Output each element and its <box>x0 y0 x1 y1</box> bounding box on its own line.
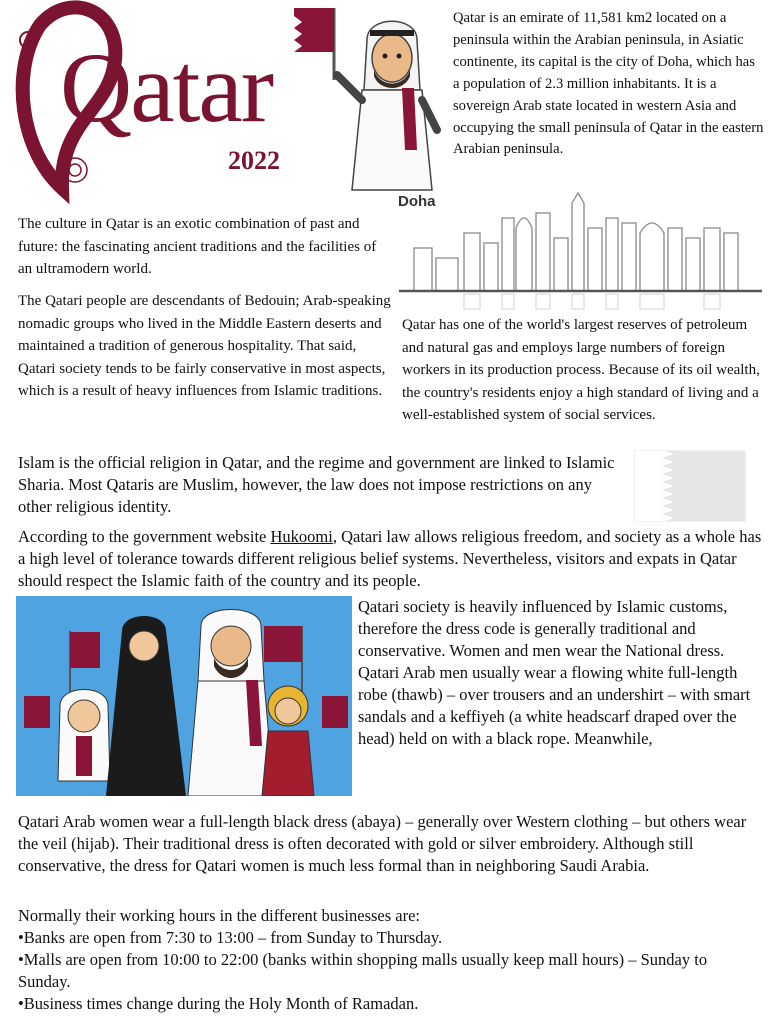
qatari-family-illustration <box>16 596 352 796</box>
women-dress-paragraph: Qatari Arab women wear a full-length black dress (abaya) – generally over Western clothing – but others wear the veil (hijab). Their traditional dress is often decorated with gold or silver embroidery. Although still conservative, the dress for Qatari women is much less formal than in neighboring Saudi Arabia. <box>18 812 747 875</box>
hukoomi-link[interactable]: Hukoomi <box>270 527 333 546</box>
religion-paragraph: Islam is the official religion in Qatar, and the regime and government are linked to Islamic Sharia. Most Qataris are Muslim, however, the law does not impose restrictions on any other religious identity. <box>18 453 615 516</box>
skyline-city-label: Doha <box>398 193 436 210</box>
culture-paragraph: The culture in Qatar is an exotic combination of past and future: the fascinating ancient traditions and the facilities of an ultramodern world. <box>18 216 377 277</box>
economy-paragraph: Qatar has one of the world's largest reserves of petroleum and natural gas and employs large numbers of foreign workers in its production process. Because of its oil wealth, the country's residents enjoy a high standard of living and a well-established system of social services. <box>402 317 760 423</box>
dress-code-paragraph: Qatari society is heavily influenced by Islamic customs, therefore the dress code is generally traditional and conservative. Women and men wear the National dress. Qatari Arab men usually wear a flowing white full-length robe (thawb) – over trousers and an undershirt – with smart sandals and a keffiyeh (a white headscarf draped over the head) held on with a black rope. Meanwhile, <box>358 597 751 748</box>
qatar-2022-logo <box>0 0 300 210</box>
list-item: •Business times change during the Holy Month of Ramadan. <box>18 994 419 1013</box>
doha-skyline-illustration <box>394 188 766 313</box>
religious-freedom-text-start: According to the government website <box>18 527 271 546</box>
logo-title: Qatar <box>60 32 273 143</box>
list-item: •Malls are open from 10:00 to 22:00 (banks within shopping malls usually keep mall hours) – Sunday to Sunday. <box>18 950 708 991</box>
list-item: •Banks are open from 7:30 to 13:00 – from Sunday to Thursday. <box>18 928 443 947</box>
people-paragraph: The Qatari people are descendants of Bedouin; Arab-speaking nomadic groups who lived in the Middle Eastern deserts and maintained a tradition of generous hospitality. That said, Qatari society tends to be fairly conservative in most aspects, which is a result of heavy influences from Islamic traditions. <box>18 293 391 399</box>
intro-paragraph: Qatar is an emirate of 11,581 km2 located on a peninsula within the Arabian peninsula, in Asiatic continente, its capital is the city of Doha, which has a population of 2.3 million inhabitants. It is a sovereign Arab state located in western Asia and occupying the small peninsula of Qatar in the eastern Arabian peninsula. <box>453 10 764 158</box>
religious-freedom-paragraph <box>18 526 763 592</box>
working-hours-list <box>18 927 763 1015</box>
logo-year: 2022 <box>228 146 280 175</box>
working-hours-section <box>18 905 763 1015</box>
religious-freedom-text-end: , Qatari law allows religious freedom, and society as a whole has a high level of tolerance towards different religious belief systems. Nevertheless, visitors and expats in Qatar should respect the Islamic faith of the country and its people. <box>18 527 762 590</box>
qatar-flag-icon <box>634 450 746 522</box>
working-hours-intro: Normally their working hours in the different businesses are: <box>18 906 421 925</box>
mascot-with-flag-illustration <box>292 0 447 200</box>
